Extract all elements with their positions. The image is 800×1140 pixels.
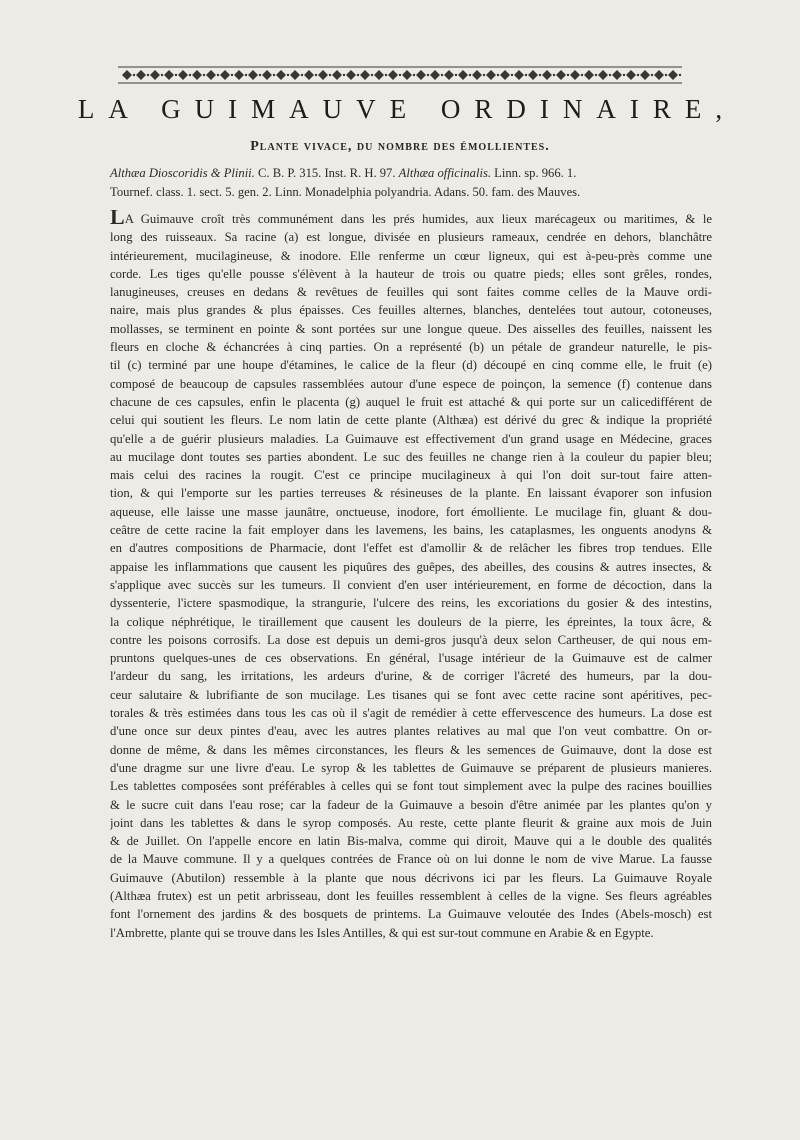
ornament-dot — [133, 74, 135, 76]
ornament-motif — [528, 70, 538, 80]
ornament-dot — [413, 74, 415, 76]
text-line: Les tablettes composées sont préférables à celles qui se font tout simplement avec la pulpe des racines bouillies — [110, 779, 712, 794]
ornament-motif — [248, 70, 258, 80]
text-line: la colique néphrétique, le tiraillement que causent les douleurs de la pierre, les épreintes, la toux âcre, & — [110, 614, 712, 629]
synonymy-line-1 — [110, 164, 710, 183]
ornament-motif — [444, 70, 454, 80]
text-line: tion, & qui l'emporte sur les parties terreuses & résineuses de la plante. En laissant évaporer son infusion — [110, 486, 712, 501]
ornament-motif — [136, 70, 146, 80]
text-line: pruntons quelques-unes de ces observations. En général, l'usage intérieur de la Guimauve est de calmer — [110, 651, 712, 666]
ornament-dot — [511, 74, 513, 76]
synonym-linnaeus-ref: Linn. sp. 966. 1. — [491, 166, 577, 180]
ornament-motif — [486, 70, 496, 80]
ornament-dot — [497, 74, 499, 76]
ornament-motif — [276, 70, 286, 80]
ornament-dot — [189, 74, 191, 76]
ornament-dot — [441, 74, 443, 76]
text-line: chacune de ces capsules, enfin le placenta (g) auquel le fruit est attaché & qui porte sur un calicedifférent de — [110, 394, 712, 409]
ornament-dot — [679, 74, 681, 76]
page-title: LA GUIMAUVE ORDINAIRE, — [77, 94, 737, 124]
synonym-linnaeus: Althæa officinalis. — [398, 166, 492, 180]
text-line — [110, 210, 712, 228]
ornament-dot — [301, 74, 303, 76]
text-line: & le sucre cuit dans l'eau rose; car la fadeur de la Guimauve a besoin d'être animée par les plantes qu'on y — [110, 797, 712, 812]
main-text — [110, 210, 712, 942]
ornament-dot — [581, 74, 583, 76]
ornament-dot — [455, 74, 457, 76]
ornament-motif — [570, 70, 580, 80]
ornament-motif — [220, 70, 230, 80]
synonym-dioscorides: Althæa Dioscoridis & Plinii. — [110, 166, 255, 180]
text-line: au mucilage dont toutes ses parties abondent. Le suc des feuilles ne change rien à la couleur du papier bleu; — [110, 449, 712, 464]
ornament-dot — [343, 74, 345, 76]
ornament-motif — [640, 70, 650, 80]
ornament-motif — [598, 70, 608, 80]
ornament-motif — [542, 70, 552, 80]
ornament-motif — [178, 70, 188, 80]
synonymy-line-2: Tournef. class. 1. sect. 5. gen. 2. Linn. Monadelphia polyandria. Adans. 50. fam. des Mauves. — [110, 185, 581, 199]
ornament-dot — [217, 74, 219, 76]
ornament-dot — [595, 74, 597, 76]
ornament-motif — [346, 70, 356, 80]
text-line: naire, mais plus grandes & plus épaisses. Ces feuilles alternes, blanches, dentelées tout autour, cotoneuses, — [110, 303, 712, 318]
ornament-motif — [304, 70, 314, 80]
ornament-motif — [122, 70, 132, 80]
ornament-dot — [259, 74, 261, 76]
text-line: fleurs en cloche & échancrées à cinq parties. On a représenté (b) un pétale de grandeur naturelle, le pis- — [110, 340, 712, 355]
ornament-dot — [357, 74, 359, 76]
ornament-dot — [469, 74, 471, 76]
text-line: en d'autres compositions de Pharmacie, dont l'effet est d'amollir & de relâcher les fibres trop tendues. Elle — [110, 541, 712, 556]
ornament-dot — [483, 74, 485, 76]
text-line: torales & très estimées dans tous les cas où il s'agit de remédier à cette effervescence des humeurs. La dose est — [110, 706, 712, 721]
text-line: appaise les inflammations que causent les piquûres des guêpes, des abeilles, des cousins & autres insectes, & — [110, 559, 712, 574]
text-line: ceâtre de cette racine la fait employer dans les lavemens, les bains, les cataplasmes, les onguents anodyns & — [110, 523, 712, 538]
ornament-motif — [150, 70, 160, 80]
text-line: joint dans les tablettes & dans le syrop composés. Au reste, cette plante fleurit & graine aux mois de Juin — [110, 815, 712, 830]
ornament-motif — [374, 70, 384, 80]
text-line: Guimauve (Abutilon) ressemble à la plante que nous décrivons ici par les fleurs. La Guimauve Royale — [110, 870, 712, 885]
ornament-motif — [402, 70, 412, 80]
text-line: til (c) terminé par une houpe d'étamines, le calice de la fleur (d) découpé en cinq comme elle, le fruit (e) — [110, 358, 712, 373]
ornament-motif — [654, 70, 664, 80]
text-line: dyssenterie, l'ictere spasmodique, la strangurie, l'ulcere des reins, les excoriations du gosier & des intestins, — [110, 596, 712, 611]
text-line: qu'elle a de guérir plusieurs maladies. La Guimauve est effectivement d'un grand usage en Médecine, graces — [110, 431, 712, 446]
ornament-dot — [427, 74, 429, 76]
ornament-motif — [262, 70, 272, 80]
ornament-motif — [290, 70, 300, 80]
text-line: celui qui soutient les fleurs. Le nom latin de cette plante (Althæa) est dérivé du grec & indique la propriété — [110, 413, 712, 428]
text-line: contre les poisons corrosifs. La dose est depuis un demi-gros jusqu'à deux selon Cartheuser, de qui nous em- — [110, 632, 712, 647]
ornament-dot — [399, 74, 401, 76]
text-line: donne de même, & dans les mêmes circonstances, les fleurs & les semences de Guimauve, dont la dose est — [110, 742, 712, 757]
ornament-dot — [329, 74, 331, 76]
ornament-dot — [203, 74, 205, 76]
botanical-synonymy — [110, 164, 710, 202]
text-line: ceur salutaire & lubrifiante de son mucilage. Les tisanes qui se font avec cette racine sont apéritives, pec- — [110, 687, 712, 702]
text-line: long des ruisseaux. Sa racine (a) est longue, divisée en plusieurs rameaux, cendrée en dehors, blanchâtre — [110, 230, 712, 245]
ornament-motif — [472, 70, 482, 80]
ornament-motif — [360, 70, 370, 80]
ornament-dot — [175, 74, 177, 76]
ornament-motif — [332, 70, 342, 80]
ornament-motif — [612, 70, 622, 80]
text-line: l'Ambrette, plante qui se trouve dans les Isles Antilles, & qui est sur-tout commune en Arabie & en Egypte. — [110, 925, 654, 940]
ornament-motif — [234, 70, 244, 80]
ornament-dot — [623, 74, 625, 76]
ornament-dot — [553, 74, 555, 76]
ornament-dot — [161, 74, 163, 76]
ornament-motif — [416, 70, 426, 80]
first-line-text: A Guimauve croît très communément dans les prés humides, aux lieux marécageux ou maritimes, & le — [124, 212, 712, 226]
ornament-motif — [206, 70, 216, 80]
ornament-dot — [385, 74, 387, 76]
ornament-motif — [458, 70, 468, 80]
ornament-dot — [245, 74, 247, 76]
ornament-motif — [556, 70, 566, 80]
ornament-motif — [430, 70, 440, 80]
page-subtitle: Plante vivace, du nombre des émollientes. — [250, 139, 550, 154]
ornament-dot — [609, 74, 611, 76]
ornament-dot — [539, 74, 541, 76]
text-line: l'ardeur du sang, les irritations, les ardeurs d'urine, & de corriger l'âcreté des humeurs, par la dou- — [110, 669, 712, 684]
decorative-border-ornament — [118, 64, 682, 86]
text-line: font l'ornement des jardins & des bosquets de printems. La Guimauve veloutée des Indes (Abels-mosch) est — [110, 907, 712, 922]
text-line: corde. Les tiges qu'elle pousse s'élèvent à la hauteur de trois ou quatre pieds; elles sont grêles, rondes, — [110, 266, 712, 281]
drop-cap: L — [110, 210, 125, 229]
text-line: s'applique avec succès sur les tumeurs. Il convient d'en user intérieurement, en forme de décoction, dans la — [110, 577, 712, 592]
ornament-dot — [315, 74, 317, 76]
ornament-motif — [164, 70, 174, 80]
synonym-references: C. B. P. 315. Inst. R. H. 97. — [254, 166, 399, 180]
text-line: mais celui des racines la rougit. C'est ce principe mucilagineux à qui l'on doit sur-tout faire atten- — [110, 468, 712, 483]
ornament-motif — [500, 70, 510, 80]
text-line: d'une dragme sur une livre d'eau. Le syrop & les tablettes de Guimauve se préparent de plusieurs manieres. — [110, 760, 712, 775]
ornament-motif — [626, 70, 636, 80]
ornament-motif — [318, 70, 328, 80]
ornament-dot — [231, 74, 233, 76]
text-line: mollasses, se terminent en pointe & sont portées sur une longue queue. Des aisselles des feuilles, naissent les — [110, 321, 712, 336]
text-line: aqueuse, elle laisse une masse jaunâtre, onctueuse, inodore, fort émolliente. Le mucilage fin, gluant & dou- — [110, 504, 712, 519]
text-line: intérieurement, mucilagineuse, & inodore. Elle renferme un cœur ligneux, qui est à-peu-près comme une — [110, 248, 712, 263]
text-line: (Althæa frutex) est un petit arbrisseau, dont les feuilles ressemblent à celles de la vigne. Ses fleurs agréables — [110, 888, 712, 903]
ornament-dot — [665, 74, 667, 76]
text-line: composé de beaucoup de capsules rassemblées autour d'une espece de poinçon, la semence (f) contenue dans — [110, 376, 712, 391]
ornament-dot — [567, 74, 569, 76]
ornament-dot — [147, 74, 149, 76]
ornament-dot — [525, 74, 527, 76]
ornament-dot — [371, 74, 373, 76]
text-line: de la Mauve commune. Il y a quelques contrées de France où on lui donne le nom de vive Marue. La fausse — [110, 852, 712, 867]
ornament-motif — [192, 70, 202, 80]
text-line: & de Juillet. On l'appelle encore en latin Bis-malva, comme qui diroit, Mauve qui a le double des qualités — [110, 834, 712, 849]
text-line: d'une once sur deux pintes d'eau, avec les autres plantes relatives au mal que l'on veut combattre. On or- — [110, 724, 712, 739]
ornament-motif — [668, 70, 678, 80]
ornament-dot — [637, 74, 639, 76]
ornament-motif — [388, 70, 398, 80]
ornament-dot — [651, 74, 653, 76]
ornament-motif — [584, 70, 594, 80]
text-line: lanugineuses, creuses en dedans & revêtues de feuilles qui sont faites comme celles de la Mauve ordi- — [110, 285, 712, 300]
ornament-dot — [287, 74, 289, 76]
ornament-motif — [514, 70, 524, 80]
ornament-dot — [273, 74, 275, 76]
